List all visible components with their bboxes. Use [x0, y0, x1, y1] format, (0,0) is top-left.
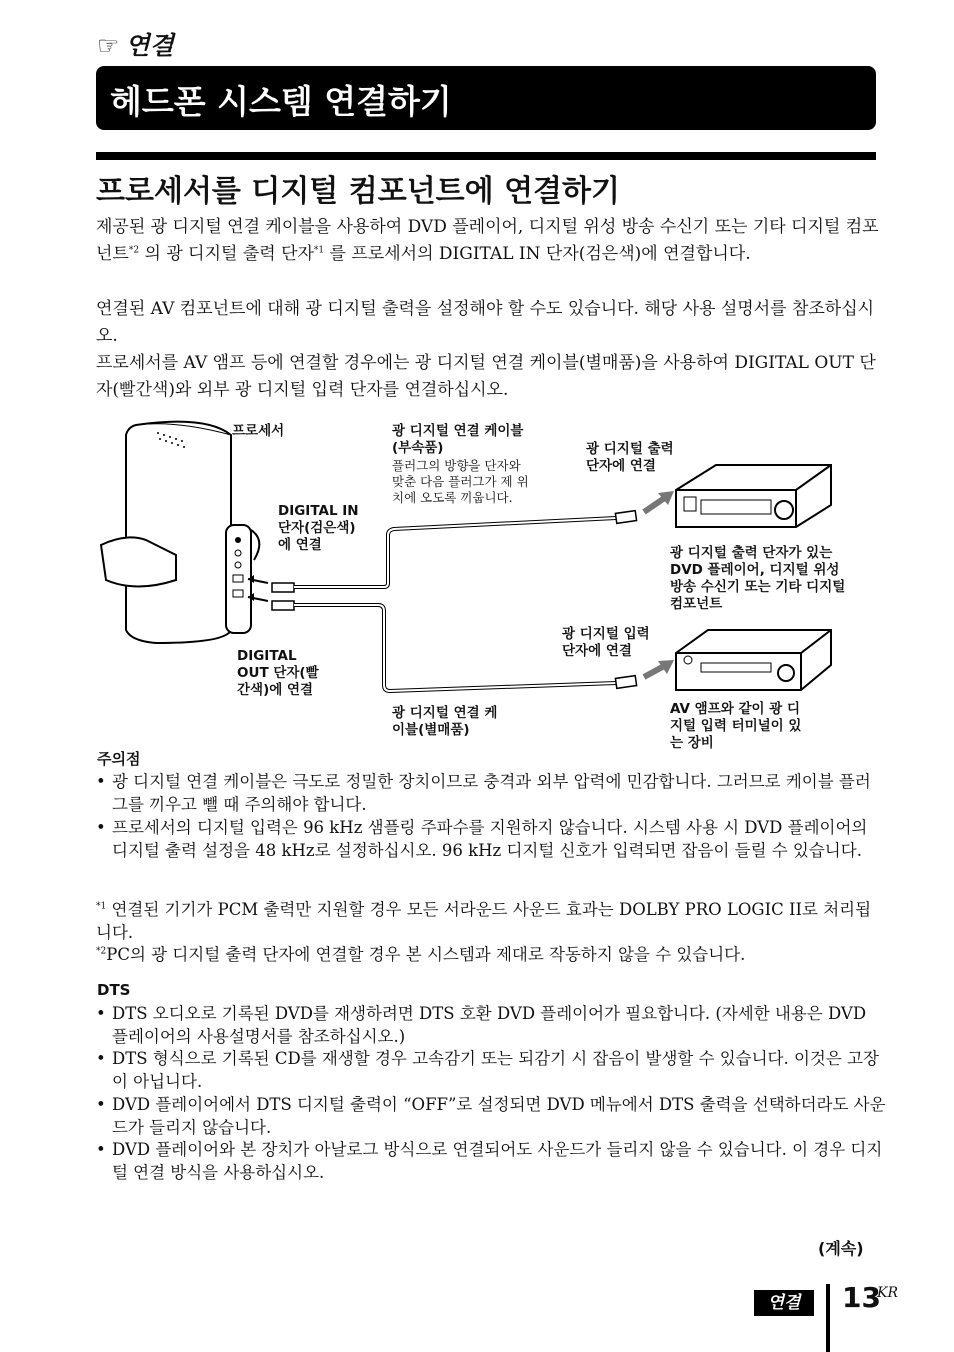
label-dvd-description: 광 디지털 출력 단자가 있는 DVD 플레이어, 디지털 위성 방송 수신기 또는 기타 디지털 컴포넌트 — [670, 545, 846, 612]
page-language-suffix: KR — [877, 1285, 898, 1301]
chapter-label: 연결 — [125, 31, 174, 60]
label-input-connect: 광 디지털 입력 단자에 연결 — [562, 626, 650, 659]
av-amplifier-illustration — [676, 630, 831, 690]
chapter-heading — [97, 26, 174, 62]
footnote-1: $^{*1}$ 연결된 기기가 PCM 출력만 지원할 경우 모든 서라운드 사운드 효과는 DOLBY PRO LOGIC II로 처리됩니다. — [96, 900, 872, 942]
dts-item: • DTS 형식으로 기록된 CD를 재생할 경우 고속감기 또는 되감기 시 잡음이 발생할 수 있습니다. 이것은 고장이 아닙니다. — [96, 1049, 879, 1091]
dts-item: • DTS 오디오로 기록된 DVD를 재생하려면 DTS 호환 DVD 플레이어가 필요합니다. (자세한 내용은 DVD 플레이어의 사용설명서를 참조하십시오.) — [96, 1004, 867, 1046]
label-digital-in: DIGITAL IN 단자(검은색) 에 연결 — [278, 503, 359, 553]
continued-label: (계속) — [818, 1239, 864, 1258]
page-title-bar — [96, 66, 876, 130]
label-digital-out: DIGITAL OUT 단자(빨 간색)에 연결 — [237, 648, 319, 698]
label-cable-sold-separately: 광 디지털 연결 케 이블(별매품) — [392, 705, 498, 738]
caution-item: • 프로세서의 디지털 입력은 96 kHz 샘플링 주파수를 지원하지 않습니다. 시스템 사용 시 DVD 플레이어의 디지털 출력 설정을 48 kHz로 설정하십시오. 96 kHz 디지털 신호가 입력되면 잡음이 들릴 수 있습니다. — [96, 818, 868, 860]
label-amp-description: AV 앰프와 같이 광 디 지털 입력 터미널이 있 는 장비 — [670, 701, 802, 751]
dts-item: • DVD 플레이어에서 DTS 디지털 출력이 “OFF”로 설정되면 DVD 메뉴에서 DTS 출력을 선택하더라도 사운드가 들리지 않습니다. — [96, 1095, 886, 1137]
page-title: 헤드폰 시스템 연결하기 — [110, 82, 452, 121]
intro-paragraph-1: 제공된 광 디지털 연결 케이블을 사용하여 DVD 플레이어, 디지털 위성 방송 수신기 또는 기타 디지털 컴포넌트$^{*2}$ 의 광 디지털 출력 단자$^{*1}$ 를 프로세서의 DIGITAL IN 단자(검은색)에 연결합니다. — [96, 217, 879, 264]
label-cable-supplied: 광 디지털 연결 케이블 (부속품) — [392, 423, 524, 456]
page-number: 13 — [842, 1281, 881, 1314]
label-processor: 프로세서 — [232, 423, 285, 439]
section-title: 프로세서를 디지털 컴포넌트에 연결하기 — [96, 174, 620, 209]
intro-paragraph-3: 프로세서를 AV 앰프 등에 연결할 경우에는 광 디지털 연결 케이블(별매품)을 사용하여 DIGITAL OUT 단자(빨간색)와 외부 광 디지털 입력 단자를 연결하십시오. — [96, 353, 876, 400]
caution-item: • 광 디지털 연결 케이블은 극도로 정밀한 장치이므로 충격과 외부 압력에 민감합니다. 그러므로 케이블 플러그를 끼우고 뺄 때 주의해야 합니다. — [96, 772, 871, 814]
footer-divider — [826, 1284, 830, 1352]
footnote-2: $^{*2}$PC의 광 디지털 출력 단자에 연결할 경우 본 시스템과 제대로 작동하지 않을 수 있습니다. — [96, 945, 746, 964]
dts-heading: DTS — [97, 981, 131, 999]
caution-heading: 주의점 — [97, 750, 141, 768]
dts-item: • DVD 플레이어와 본 장치가 아날로그 방식으로 연결되어도 사운드가 들리지 않을 수 있습니다. 이 경우 디지털 연결 방식을 사용하십시오. — [96, 1140, 883, 1182]
processor-illustration — [101, 422, 259, 643]
intro-paragraph-2: 연결된 AV 컴포넌트에 대해 광 디지털 출력을 설정해야 할 수도 있습니다. 해당 사용 설명서를 참조하십시오. — [96, 299, 875, 346]
label-output-connect: 광 디지털 출력 단자에 연결 — [586, 441, 674, 474]
pointing-hand-icon: ☞ — [97, 31, 120, 60]
footer-chapter-badge: 연결 — [754, 1290, 814, 1316]
label-cable-note: 플러그의 방향을 단자와 맞춘 다음 플러그가 제 위 치에 오도록 끼웁니다. — [392, 458, 529, 505]
dvd-player-illustration — [676, 465, 831, 527]
section-divider — [96, 152, 876, 160]
